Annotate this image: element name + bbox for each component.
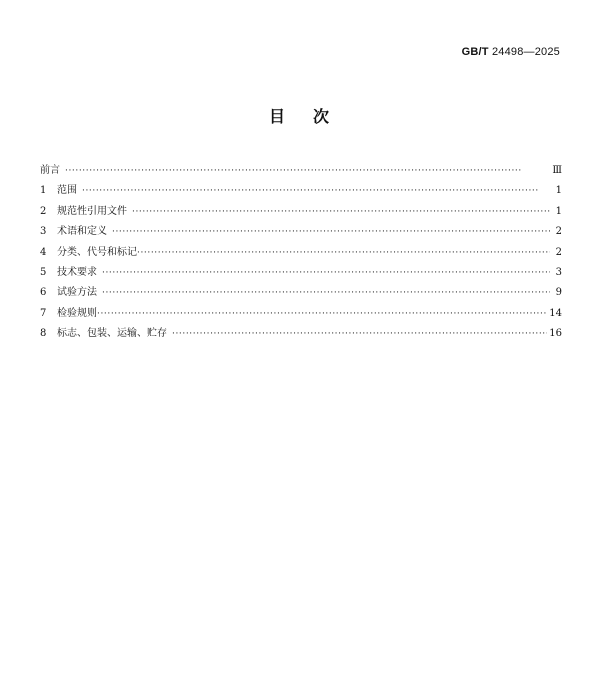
toc-entry-label: 分类、代号和标记 [57, 246, 137, 258]
toc-entry-label: 范围 [57, 185, 77, 197]
toc-entry-page: 1 [555, 205, 562, 217]
standard-prefix: GB/T [461, 46, 489, 58]
toc-entry-number: 7 [40, 307, 47, 319]
toc-entry-page: 9 [555, 287, 562, 299]
standard-number: 24498—2025 [491, 46, 560, 58]
toc-leader-dots [82, 181, 550, 201]
toc-entry-page: 2 [555, 226, 562, 238]
standard-code-header [462, 46, 560, 58]
toc-entry-number: 1 [40, 185, 47, 197]
toc-leader-dots [137, 243, 550, 263]
toc-leader-dots [112, 222, 550, 242]
toc-entry-number: 8 [40, 328, 47, 340]
toc-entry-8[interactable] [40, 324, 562, 344]
toc-entry-number: 3 [40, 226, 47, 238]
toc-entry-label: 术语和定义 [57, 226, 107, 238]
toc-entry-label: 标志、包装、运输、贮存 [57, 328, 167, 340]
toc-entry-page: 1 [555, 185, 562, 197]
toc-entry-label: 规范性引用文件 [57, 205, 127, 217]
toc-entry-6[interactable] [40, 283, 562, 303]
title-char-2: 次 [313, 107, 332, 126]
toc-entry-number: 6 [40, 287, 47, 299]
toc-entry-label: 技术要求 [57, 266, 97, 278]
toc-entry-foreword[interactable] [40, 161, 562, 181]
toc-entry-5[interactable] [40, 263, 562, 283]
toc-entry-label: 前言 [40, 165, 60, 176]
toc-entry-page: 3 [555, 266, 562, 278]
toc-leader-dots [65, 161, 550, 181]
page-title [0, 104, 600, 127]
toc-entry-number: 2 [40, 205, 47, 217]
toc-entry-1[interactable] [40, 181, 562, 201]
toc-entry-7[interactable] [40, 304, 562, 324]
toc-entry-4[interactable] [40, 243, 562, 263]
toc-entry-number: 5 [40, 266, 47, 278]
toc-entry-page: 14 [549, 307, 562, 319]
toc-leader-dots [172, 324, 547, 344]
toc-entry-page: 16 [549, 328, 562, 340]
toc-entry-page: 2 [555, 246, 562, 258]
toc-entry-label: 试验方法 [57, 287, 97, 299]
toc-leader-dots [97, 304, 547, 324]
toc-entry-label: 检验规则 [57, 307, 97, 319]
toc-entry-page: Ⅲ [552, 165, 562, 176]
toc-entry-2[interactable] [40, 202, 562, 222]
table-of-contents [40, 161, 562, 345]
toc-entry-number: 4 [40, 246, 47, 258]
toc-leader-dots [102, 263, 550, 283]
title-char-1: 目 [268, 107, 287, 126]
toc-leader-dots [132, 202, 550, 222]
toc-leader-dots [102, 283, 550, 303]
toc-entry-3[interactable] [40, 222, 562, 242]
